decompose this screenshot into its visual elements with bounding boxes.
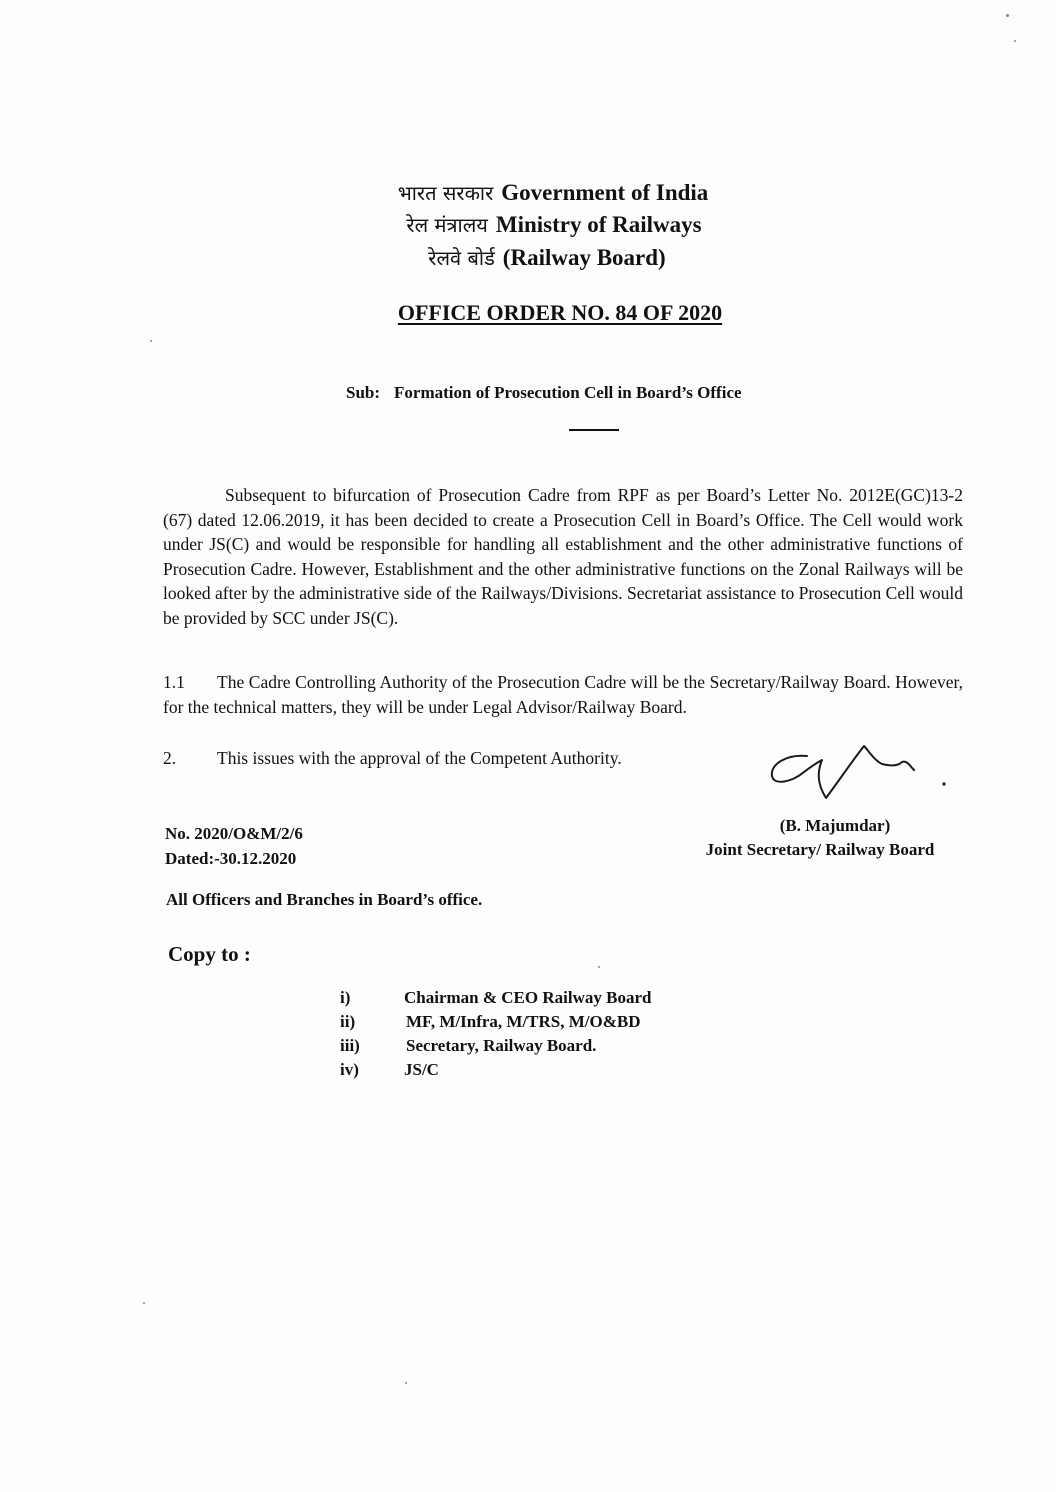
header-government-of-india	[0, 176, 1056, 210]
paragraph-1-1	[163, 670, 963, 719]
scan-speck	[143, 1302, 145, 1304]
list-item-numeral: iii)	[340, 1036, 360, 1055]
reference-number: No. 2020/O&M/2/6	[165, 824, 303, 843]
list-item-numeral: i)	[340, 988, 351, 1007]
list-item-numeral: ii)	[340, 1012, 356, 1031]
reference-date: Dated:-30.12.2020	[165, 849, 297, 868]
header-english-government: Government of India	[501, 180, 709, 205]
paragraph-2-text: This issues with the approval of the Competent Authority.	[217, 748, 622, 768]
header-english-board: (Railway Board)	[502, 245, 666, 270]
copy-to-list	[340, 986, 651, 1082]
list-item	[340, 1010, 651, 1034]
paragraph-1: Subsequent to bifurcation of Prosecution Cadre from RPF as per Board’s Letter No. 2012E(GC)13-2 (67) dated 12.06.2019, it has been decided to create a Prosecution Cell in Board’s Office. The Cell would work under JS(C) and would be responsible for handling all establishment and the other administrative functions of Prosecution Cadre. However, Establishment and the other administrative functions on the Zonal Railways will be looked after by the administrative side of the Railways/Divisions. Secretariat assistance to Prosecution Cell would be provided by SCC under JS(C).	[163, 485, 963, 628]
scan-speck	[150, 340, 152, 342]
subject-text: Formation of Prosecution Cell in Board’s Office	[394, 383, 742, 402]
list-item	[340, 986, 651, 1010]
signatory-block	[660, 814, 980, 862]
subject-line	[346, 383, 742, 403]
header-english-ministry: Ministry of Railways	[495, 212, 702, 237]
list-item-text: Secretary, Railway Board.	[406, 1036, 597, 1055]
scan-speck	[405, 1382, 407, 1384]
list-item	[340, 1034, 651, 1058]
signatory-designation: Joint Secretary/ Railway Board	[705, 840, 935, 859]
paragraph-1-1-number: 1.1	[163, 672, 185, 692]
copy-to-heading: Copy to :	[168, 942, 251, 966]
handwritten-signature	[752, 736, 952, 806]
paragraph-2-number: 2.	[163, 748, 177, 768]
scan-speck	[1006, 14, 1009, 17]
paragraph-1-1-text: The Cadre Controlling Authority of the Prosecution Cadre will be the Secretary/Railway Board. However, for the technical matters, they will be under Legal Advisor/Railway Board.	[163, 672, 963, 717]
office-order-title: OFFICE ORDER NO. 84 OF 2020	[397, 300, 723, 325]
list-item-numeral: iv)	[340, 1060, 359, 1079]
header-ministry-of-railways	[0, 208, 1056, 242]
signatory-name: (B. Majumdar)	[779, 816, 891, 835]
header-hindi-ministry: रेल मंत्रालय	[406, 213, 488, 237]
list-item-text: Chairman & CEO Railway Board	[404, 988, 652, 1007]
addressee-line: All Officers and Branches in Board’s office.	[166, 890, 483, 909]
list-item	[340, 1058, 651, 1082]
list-item-text: JS/C	[404, 1060, 439, 1079]
header-hindi-board: रेलवे बोर्ड	[428, 246, 495, 270]
scan-speck	[598, 966, 600, 968]
scan-speck	[1014, 40, 1016, 42]
header-railway-board	[0, 241, 1056, 275]
reference-block	[165, 821, 303, 871]
subject-divider	[569, 429, 619, 431]
subject-label: Sub:	[346, 383, 381, 402]
list-item-text: MF, M/Infra, M/TRS, M/O&BD	[406, 1012, 641, 1031]
header-hindi-government: भारत सरकार	[397, 181, 494, 205]
